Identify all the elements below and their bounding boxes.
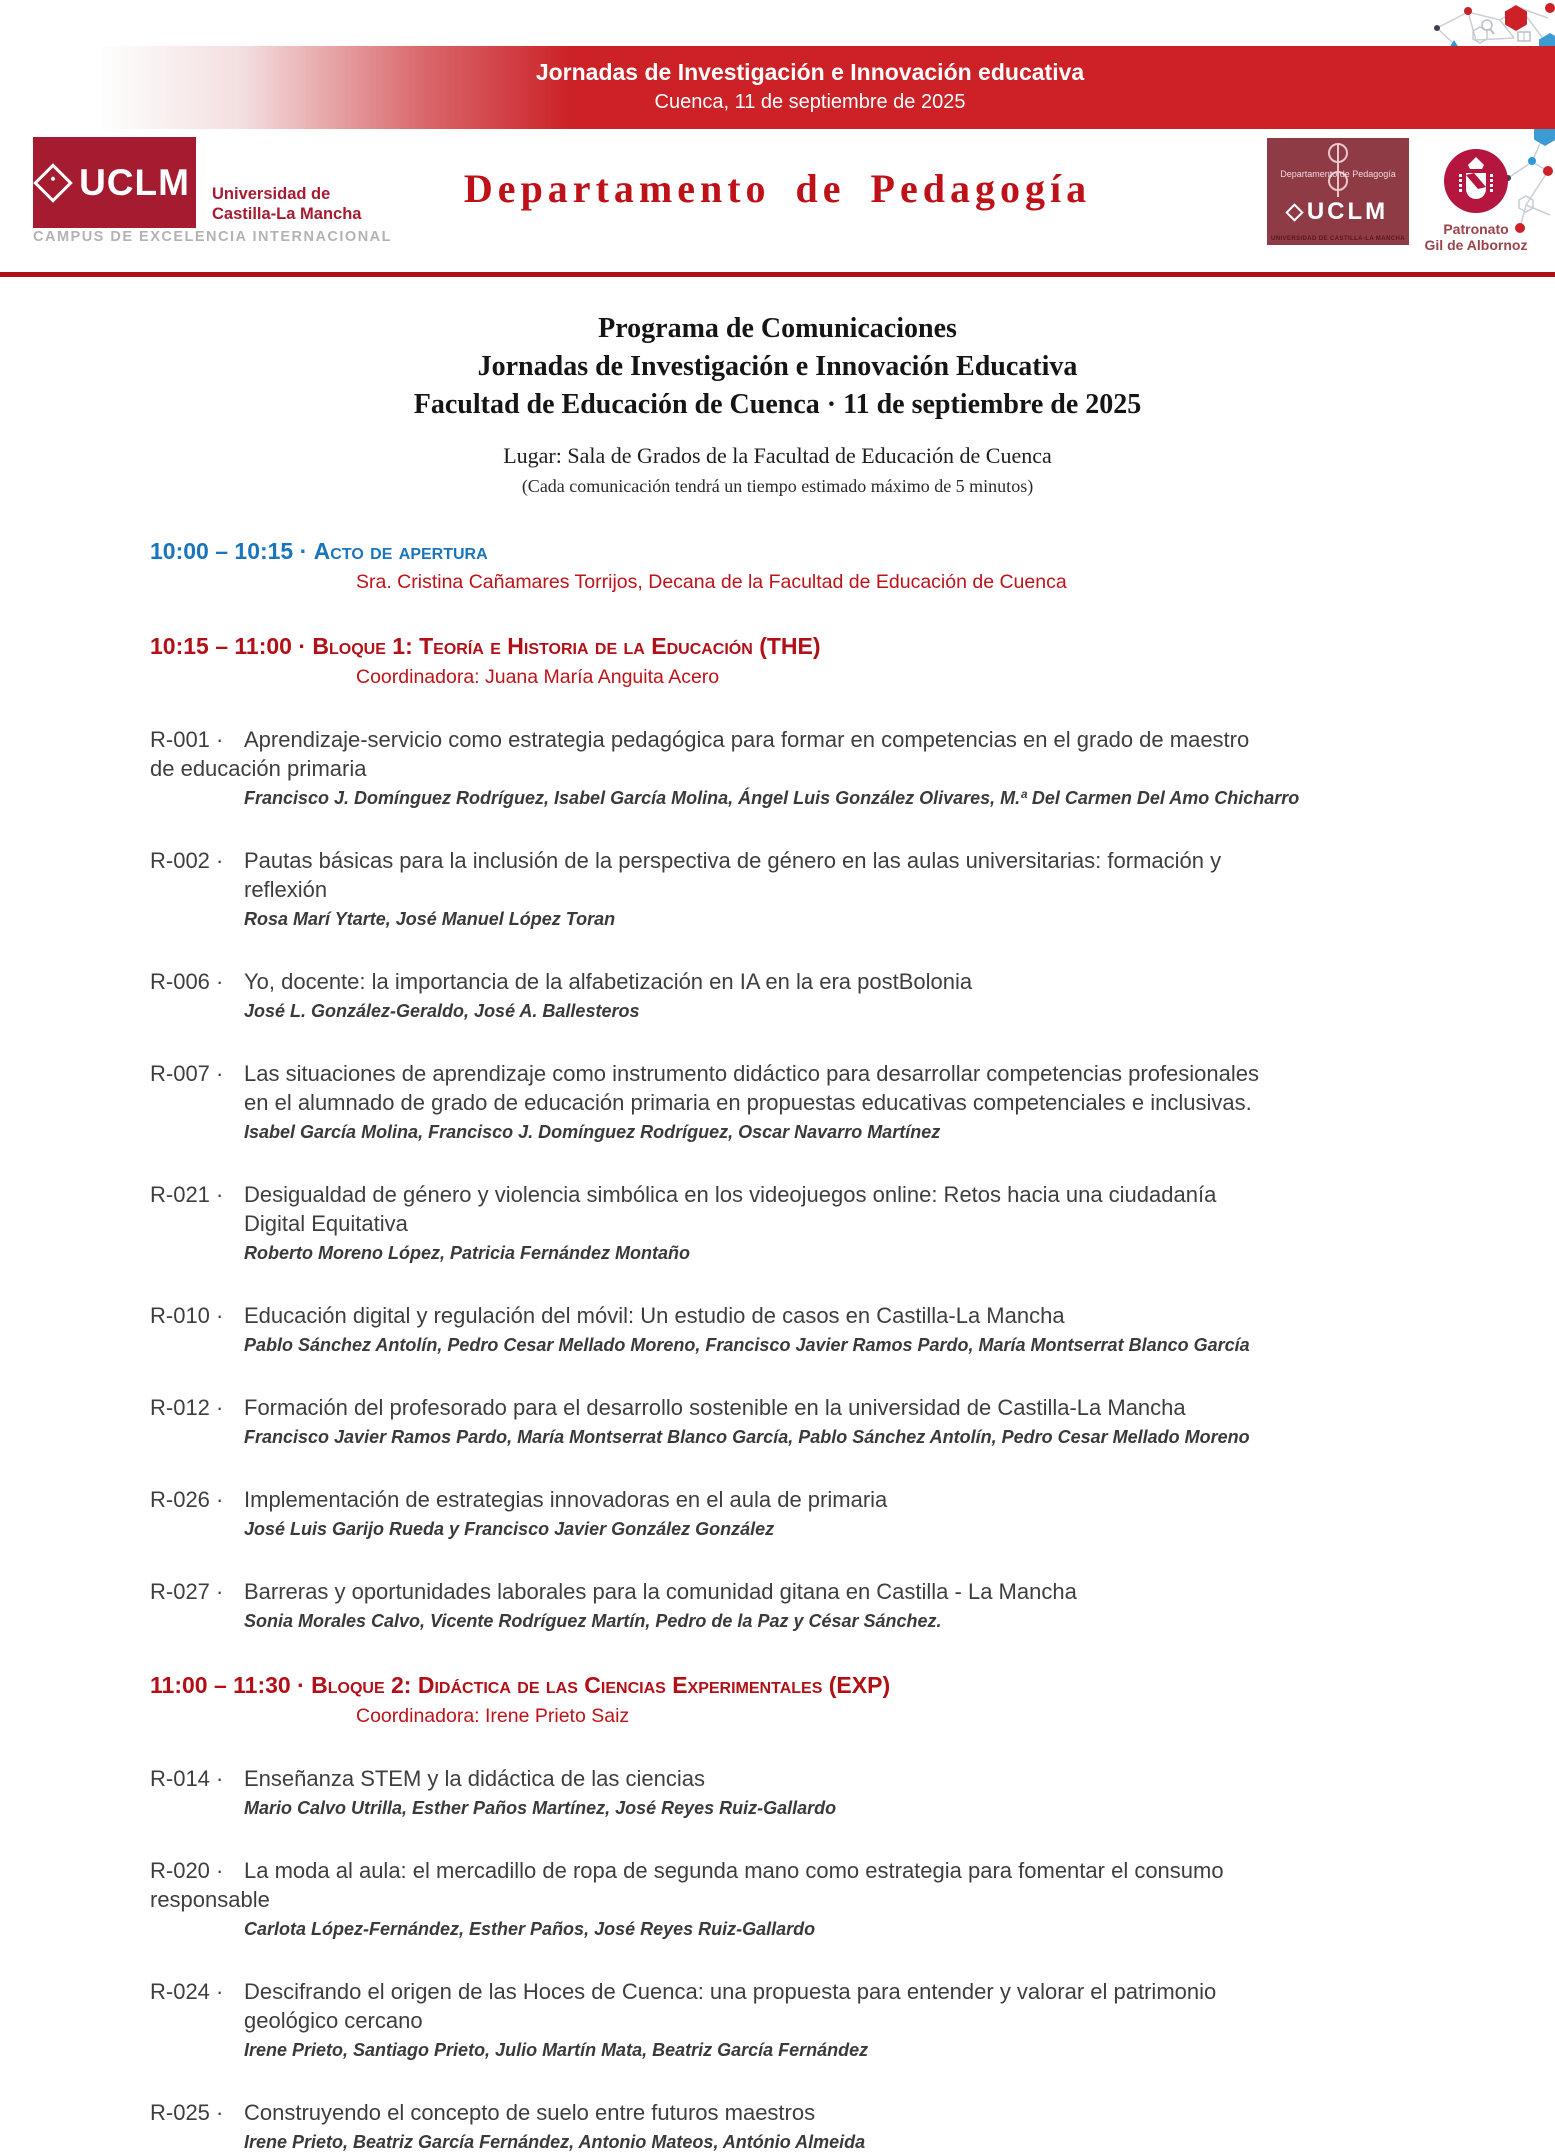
entry-authors: Irene Prieto, Santiago Prieto, Julio Martín Mata, Beatriz García Fernández — [244, 2040, 869, 2060]
block-coordinator: Coordinadora: Irene Prieto Saiz — [356, 1705, 630, 1727]
program-heading-line3: Facultad de Educación de Cuenca · 11 de septiembre de 2025 — [413, 389, 1142, 420]
program-heading-line2: Jornadas de Investigación e Innovación Educativa — [477, 351, 1078, 382]
entry-first-line — [150, 1393, 1465, 1422]
entry-code-cell — [150, 1180, 244, 1209]
entry-code: R-006 — [150, 969, 210, 994]
entry-title-continued: Digital Equitativa — [244, 1211, 408, 1236]
patronato-shield-icon — [1438, 148, 1514, 214]
block-time: 11:00 – 11:30 · — [150, 1672, 312, 1698]
block-time: 10:00 – 10:15 · — [150, 538, 314, 564]
campus-excellence-label: CAMPUS DE EXCELENCIA INTERNACIONAL — [33, 229, 393, 245]
department-title: Departamento de Pedagogía — [463, 166, 1092, 211]
entry-code: R-020 — [150, 1858, 210, 1883]
session-entry — [150, 1764, 1465, 1820]
entry-separator: · — [209, 1858, 224, 1883]
entry-title-continued: reflexión — [244, 877, 328, 902]
entry-code-cell — [150, 1059, 244, 1088]
entry-authors: Pablo Sánchez Antolín, Pedro Cesar Mellado Moreno, Francisco Javier Ramos Pardo, María Montserrat Blanco García — [244, 1335, 1250, 1355]
entry-code-cell — [150, 1577, 244, 1606]
entry-code: R-025 — [150, 2100, 210, 2125]
entry-separator: · — [209, 1579, 224, 1604]
entry-title: Aprendizaje-servicio como estrategia pedagógica para formar en competencias en el grado de maestro — [244, 727, 1250, 752]
entry-title: Desigualdad de género y violencia simbólica en los videojuegos online: Retos hacia una ciudadanía — [244, 1182, 1217, 1207]
session-entry — [150, 846, 1465, 931]
entry-code-cell — [150, 1764, 244, 1793]
block-heading — [150, 632, 1465, 660]
entry-authors: Rosa Marí Ytarte, José Manuel López Toran — [244, 909, 616, 929]
entry-separator: · — [209, 727, 224, 752]
timing-note: (Cada comunicación tendrá un tiempo estimado máximo de 5 minutos) — [521, 476, 1034, 496]
entry-first-line — [150, 1764, 1465, 1793]
entry-title: Yo, docente: la importancia de la alfabetización en IA en la era postBolonia — [244, 969, 973, 994]
entry-authors: José L. González-Geraldo, José A. Ballesteros — [244, 1001, 640, 1021]
entry-first-line — [150, 1301, 1465, 1330]
patronato-caption-line1: Patronato — [1443, 221, 1509, 237]
schedule-block — [150, 537, 1465, 594]
entry-authors: Carlota López-Fernández, Esther Paños, José Reyes Ruiz-Gallardo — [244, 1919, 816, 1939]
block-heading — [150, 1671, 1465, 1699]
block-title: Bloque 1: Teoría e Historia de la Educación (THE) — [312, 633, 821, 659]
entry-authors: Irene Prieto, Beatriz García Fernández, Antonio Mateos, António Almeida — [244, 2132, 866, 2152]
patronato-logo — [1400, 148, 1552, 253]
session-entry — [150, 1977, 1465, 2062]
entry-title: La moda al aula: el mercadillo de ropa de segunda mano como estrategia para fomentar el consumo — [244, 1858, 1224, 1883]
entry-separator: · — [209, 1061, 224, 1086]
dept-seal-acronym: UCLM — [1267, 198, 1409, 226]
entry-code-cell — [150, 967, 244, 996]
program-heading-line1: Programa de Comunicaciones — [598, 313, 957, 344]
entry-title: Descifrando el origen de las Hoces de Cuenca: una propuesta para entender y valorar el patrimonio — [244, 1979, 1217, 2004]
entry-code: R-021 — [150, 1182, 210, 1207]
patronato-caption — [1400, 221, 1552, 253]
entry-title: Pautas básicas para la inclusión de la perspectiva de género en las aulas universitarias: formación y — [244, 848, 1222, 873]
entry-title: Barreras y oportunidades laborales para la comunidad gitana en Castilla - La Mancha — [244, 1579, 1077, 1604]
entry-separator: · — [209, 1395, 224, 1420]
entry-code-cell — [150, 1301, 244, 1330]
patronato-caption-line2: Gil de Albornoz — [1424, 237, 1528, 253]
entry-authors: Francisco J. Domínguez Rodríguez, Isabel García Molina, Ángel Luis González Olivares, M.ª Del Carmen Del Amo Chicharro — [244, 788, 1300, 808]
entry-code-cell — [150, 1856, 244, 1885]
entry-code: R-007 — [150, 1061, 210, 1086]
entry-authors: Roberto Moreno López, Patricia Fernández Montaño — [244, 1243, 691, 1263]
event-banner-title: Jornadas de Investigación e Innovación educativa — [535, 59, 1085, 85]
event-banner — [65, 46, 1555, 129]
session-entry — [150, 1856, 1465, 1941]
block-heading — [150, 537, 1465, 565]
entry-title-continued: geológico cercano — [244, 2008, 423, 2033]
uclm-acronym: UCLM — [79, 161, 190, 203]
block-title: Bloque 2: Didáctica de las Ciencias Experimentales (EXP) — [311, 1672, 891, 1698]
entry-title: Formación del profesorado para el desarrollo sostenible en la universidad de Castilla-La Mancha — [244, 1395, 1186, 1420]
session-entry — [150, 1393, 1465, 1449]
entry-separator: · — [209, 969, 224, 994]
block-time: 10:15 – 11:00 · — [150, 633, 313, 659]
department-seal-logo — [1267, 138, 1409, 245]
session-entry — [150, 1180, 1465, 1265]
entry-authors: Isabel García Molina, Francisco J. Domínguez Rodríguez, Oscar Navarro Martínez — [244, 1122, 941, 1142]
entry-code-cell — [150, 725, 244, 754]
entry-first-line — [150, 1485, 1465, 1514]
uclm-name-line2: Castilla-La Mancha — [212, 205, 362, 223]
entry-title-continued: en el alumnado de grado de educación primaria en propuestas educativas competenciales e inclusivas. — [244, 1090, 1252, 1115]
entry-separator: · — [209, 1766, 224, 1791]
session-entry — [150, 1577, 1465, 1633]
entry-authors: Sonia Morales Calvo, Vicente Rodríguez Martín, Pedro de la Paz y César Sánchez. — [244, 1611, 942, 1631]
entry-code: R-010 — [150, 1303, 210, 1328]
entry-first-line — [150, 1977, 1465, 2006]
entry-first-line — [150, 2098, 1465, 2127]
entry-code-cell — [150, 846, 244, 875]
event-banner-subtitle: Cuenca, 11 de septiembre de 2025 — [654, 91, 966, 113]
entry-title-continued: de educación primaria — [150, 756, 367, 781]
entry-separator: · — [209, 2100, 224, 2125]
entry-first-line — [150, 1856, 1465, 1885]
entry-code: R-027 — [150, 1579, 210, 1604]
entry-code: R-002 — [150, 848, 210, 873]
entry-code-cell — [150, 1485, 244, 1514]
session-entry — [150, 967, 1465, 1023]
entry-code: R-012 — [150, 1395, 210, 1420]
block-title: Acto de apertura — [313, 538, 488, 564]
entry-first-line — [150, 1180, 1465, 1209]
entry-code-cell — [150, 2098, 244, 2127]
entry-separator: · — [209, 1303, 224, 1328]
schedule-block — [150, 632, 1465, 1633]
entry-authors: Francisco Javier Ramos Pardo, María Montserrat Blanco García, Pablo Sánchez Antolín, Pedro Cesar Mellado Moreno — [244, 1427, 1250, 1447]
block-coordinator: Sra. Cristina Cañamares Torrijos, Decana de la Facultad de Educación de Cuenca — [356, 571, 1067, 593]
uclm-name-line1: Universidad de — [212, 185, 331, 203]
entry-title: Las situaciones de aprendizaje como instrumento didáctico para desarrollar competencias profesionales — [244, 1061, 1260, 1086]
program-heading — [0, 310, 1555, 424]
block-coordinator: Coordinadora: Juana María Anguita Acero — [356, 666, 720, 688]
entry-title: Educación digital y regulación del móvil: Un estudio de casos en Castilla-La Mancha — [244, 1303, 1065, 1328]
schedule-block — [150, 1671, 1465, 2154]
entry-authors: Mario Calvo Utrilla, Esther Paños Martínez, José Reyes Ruiz-Gallardo — [244, 1798, 837, 1818]
entry-title-continued: responsable — [150, 1887, 270, 1912]
uclm-diamond-icon — [1285, 203, 1303, 221]
dept-seal-footer: UNIVERSIDAD DE CASTILLA-LA MANCHA — [1271, 236, 1405, 242]
entry-title: Enseñanza STEM y la didáctica de las ciencias — [244, 1766, 706, 1791]
entry-separator: · — [209, 848, 224, 873]
session-entry — [150, 1485, 1465, 1541]
entry-authors: José Luis Garijo Rueda y Francisco Javier González González — [244, 1519, 775, 1539]
entry-first-line — [150, 1577, 1465, 1606]
entry-separator: · — [209, 1182, 224, 1207]
entry-title: Construyendo el concepto de suelo entre futuros maestros — [244, 2100, 816, 2125]
entry-code-cell — [150, 1393, 244, 1422]
session-entry — [150, 725, 1465, 810]
entry-separator: · — [209, 1487, 224, 1512]
entry-first-line — [150, 967, 1465, 996]
venue-line: Lugar: Sala de Grados de la Facultad de Educación de Cuenca — [503, 443, 1052, 468]
session-entry — [150, 1301, 1465, 1357]
session-entry — [150, 1059, 1465, 1144]
entry-code: R-024 — [150, 1979, 210, 2004]
entry-first-line — [150, 846, 1465, 875]
entry-title: Implementación de estrategias innovadoras en el aula de primaria — [244, 1487, 888, 1512]
entry-first-line — [150, 1059, 1465, 1088]
entry-code-cell — [150, 1977, 244, 2006]
entry-separator: · — [209, 1979, 224, 2004]
schedule-list — [150, 537, 1465, 2154]
entry-first-line — [150, 725, 1465, 754]
entry-code: R-026 — [150, 1487, 210, 1512]
program-content — [0, 277, 1555, 2154]
dept-seal-caption: Departamento de Pedagogía — [1280, 169, 1396, 179]
session-entry — [150, 2098, 1465, 2154]
entry-code: R-014 — [150, 1766, 210, 1791]
entry-code: R-001 — [150, 727, 210, 752]
